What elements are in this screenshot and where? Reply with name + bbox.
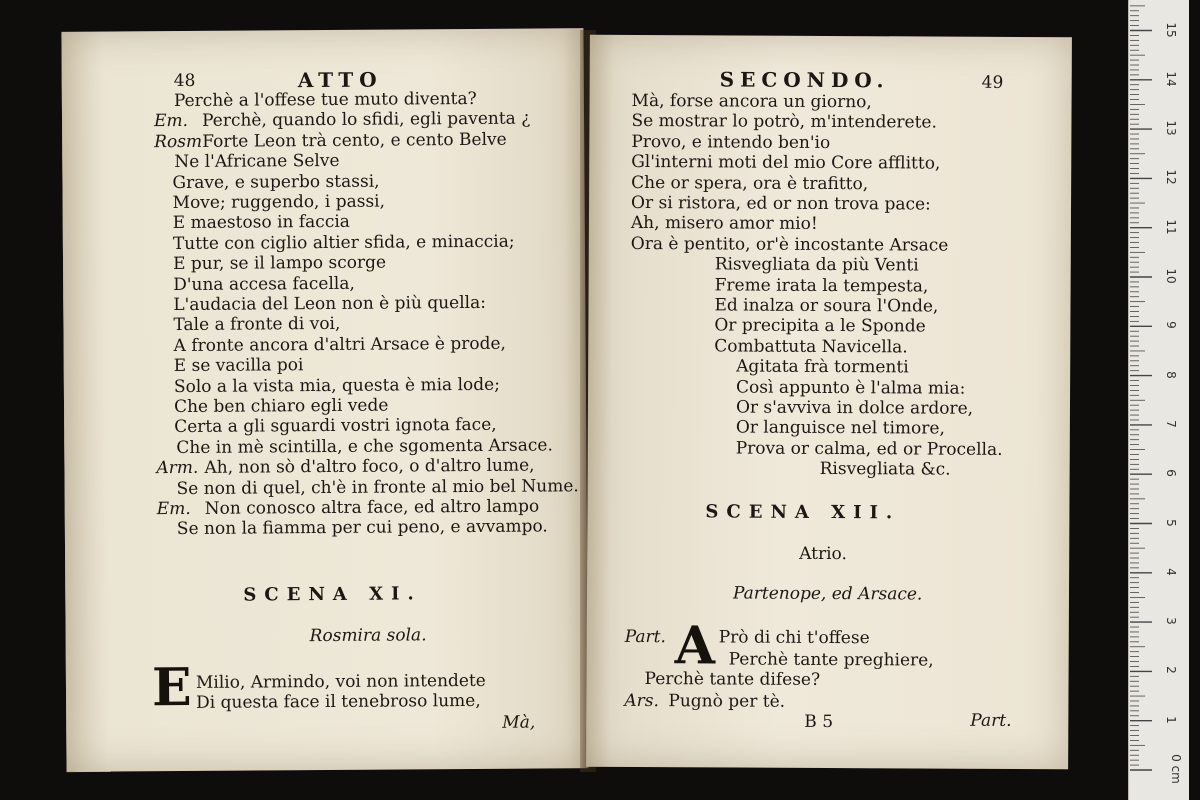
measurement-ruler [1128,0,1189,800]
verse-line: Se non di quel, ch'è in fronte al mio bel Nume. [176,475,579,499]
ruler-number: 1 [1164,715,1178,724]
left-page [61,28,588,772]
verse-line: Or si ristora, ed or non trova pace: [630,192,931,215]
verse-line: Risvegliata da più Venti [714,254,919,276]
signature-mark: B 5 [804,711,834,733]
verse-line: Move; ruggendo, i passi, [172,191,386,214]
ruler-number: 7 [1164,420,1178,428]
verse-line: A fronte ancora d'altri Arsace è prode, [173,333,507,356]
scene-line-2: Di questa face il tenebroso lume, [196,690,481,713]
catchword-right: Part. [970,710,1012,731]
ruler-number: 15 [1164,21,1178,38]
verse-line: E maestoso in faccia [172,212,350,234]
ruler-number: 9 [1164,321,1178,330]
ruler-number: 4 [1164,567,1178,576]
verse-line: Tale a fronte di voi, [173,314,341,336]
verse-line: Risvegliata &c. [819,459,951,480]
ruler-number: 12 [1164,169,1178,186]
ruler-number: 0 cm [1169,754,1183,784]
verse-line: Non conosco altra face, ed altro lampo [204,496,540,519]
verse-line: Certa a gli sguardi vostri ignota face, [174,415,497,438]
ruler-number: 6 [1164,469,1178,477]
verse-line: Combattuta Navicella. [714,336,908,358]
verse-line: Perchè, quando lo sfidi, egli paventa ¿ [201,108,531,132]
ruler-number: 11 [1164,219,1178,235]
ruler-number: 14 [1164,71,1178,87]
speaker-label: Rosm [154,131,203,152]
ruler-number: 10 [1164,268,1178,284]
ruler-number: 3 [1164,617,1178,625]
right-page [586,35,1072,770]
running-head-right: SECONDO. [719,67,890,93]
verse-line: Ed inalza or soura l'Onde, [714,295,939,317]
ruler-ticks [1129,0,1189,800]
verse-line: Freme irata la tempesta, [714,274,929,297]
part-line-1: Prò di chi t'offese [718,627,870,649]
verse-line: Gl'interni moti del mio Core afflitto, [631,152,941,174]
ruler-number: 2 [1164,666,1178,675]
verse-line: E pur, se il lampo scorge [172,252,387,275]
speaker-part: Part. [624,626,666,648]
page-number-left: 48 [173,70,196,92]
ruler-number: 13 [1164,120,1178,136]
verse-line: E se vacilla poi [173,355,304,377]
speaker-label: Arm. [156,458,199,479]
catchword-left: Mà, [502,712,536,733]
ruler-number: 5 [1164,518,1178,527]
ars-line: Pugnò per tè. [668,691,786,712]
verse-line: Che in mè scintilla, e che sgomenta Arsace. [176,435,553,458]
drop-cap-right: A [674,615,716,677]
verse-line: Perchè a l'offese tue muto diventa? [173,88,477,112]
verse-line: Così appunto è l'alma mia: [736,377,966,399]
verse-line: Agitata frà tormenti [736,356,909,378]
ruler-number: 8 [1164,370,1178,379]
part-line-3: Perchè tante difese? [644,669,821,690]
verse-line: Prova or calma, ed or Procella. [735,438,1003,460]
verse-line: Solo a la vista mia, questa è mia lode; [173,374,500,397]
verse-line: Ne l'Africane Selve [174,151,340,173]
scene-setting: Atrio. [799,543,847,565]
verse-line: Forte Leon trà cento, e cento Belve [202,129,507,152]
verse-line: Che or spera, ora è trafitto, [631,172,869,194]
verse-line: Or s'avviva in dolce ardore, [735,397,974,419]
drop-cap-left: E [151,656,192,719]
speaker-ars: Ars. [624,690,660,712]
verse-line: Or precipita a le Sponde [714,315,926,337]
verse-line: Se non la fiamma per cui peno, e avvampo. [176,516,548,540]
scene-line-1: Milio, Armindo, voi non intendete [195,670,486,693]
verse-line: Or languisce nel timore, [735,417,945,439]
verse-line: D'una accesa facella, [173,273,355,295]
verse-line: Ah, misero amor mio! [630,213,818,235]
running-head-left: ATTO [297,67,383,93]
scene-heading-left: SCENA XI. [243,583,422,606]
verse-line: Se mostrar lo potrò, m'intenderete. [631,111,937,133]
verse-line: Grave, e superbo stassi, [172,171,380,193]
verse-line: Ora è pentito, or'è incostante Arsace [630,233,949,256]
part-line-2: Perchè tante preghiere, [728,649,934,671]
verse-line: Provo, e intendo ben'io [631,131,831,153]
scene-heading-right: SCENA XII. [705,501,901,524]
verse-line: Mà, forse ancora un giorno, [631,90,872,113]
page-number-right: 49 [981,72,1004,93]
verse-line: L'audacia del Leon non è più quella: [173,292,486,316]
scene-characters: Partenope, ed Arsace. [732,583,923,605]
verse-line: Tutte con ciglio altier sfida, e minaccia; [172,231,515,254]
scene-subheading-left: Rosmira sola. [309,625,427,647]
verse-line: Ah, non sò d'altro foco, o d'altro lume, [204,455,535,479]
speaker-label: Em. [153,111,189,132]
verse-line: Che ben chiaro egli vede [173,395,389,418]
speaker-label: Em. [156,498,191,520]
